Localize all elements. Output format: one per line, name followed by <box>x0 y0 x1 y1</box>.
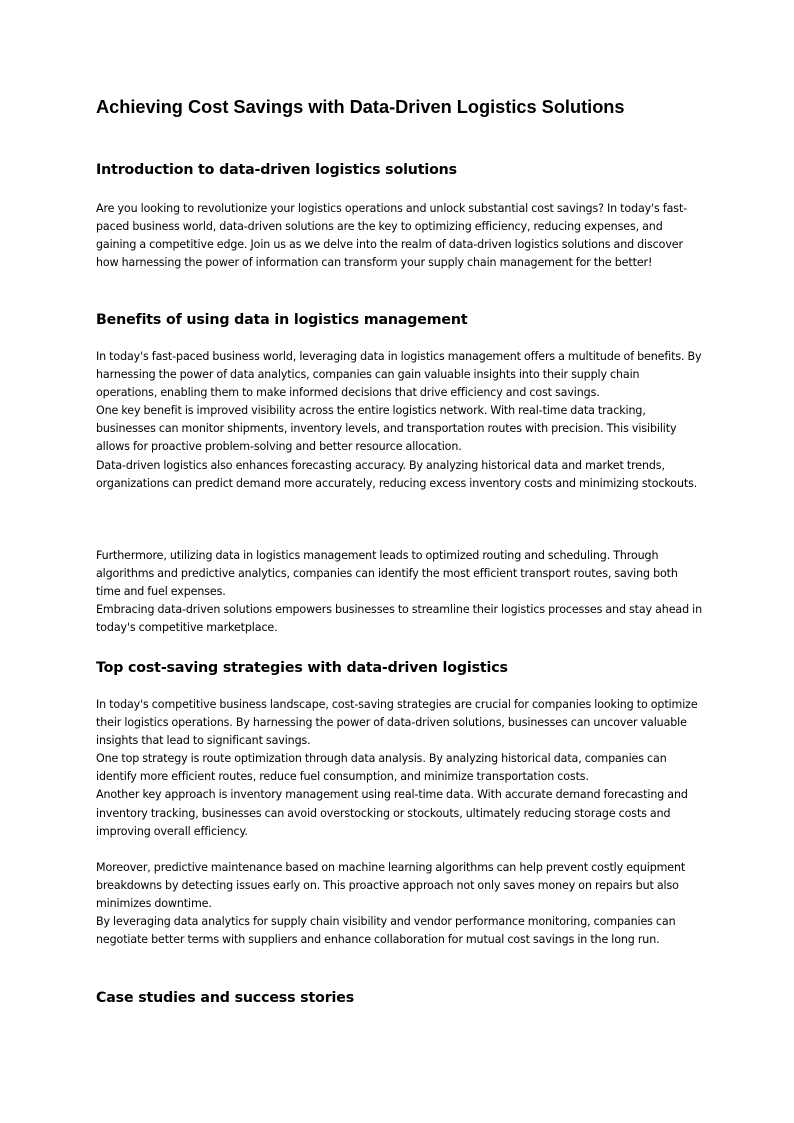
section-heading-strategies: Top cost-saving strategies with data-driven logistics <box>96 660 508 676</box>
strategies-paragraph-block-2 <box>96 859 702 949</box>
document-title: Achieving Cost Savings with Data-Driven Logistics Solutions <box>96 97 625 117</box>
benefits-paragraph: Furthermore, utilizing data in logistics management leads to optimized routing and scheduling. Through algorithms and predictive analytics, companies can identify the most efficient transport routes, saving both time and fuel expenses. <box>96 549 678 599</box>
section-heading-introduction: Introduction to data-driven logistics solutions <box>96 162 457 178</box>
strategies-paragraph: Moreover, predictive maintenance based on machine learning algorithms can help prevent costly equipment breakdowns by detecting issues early on. This proactive approach not only saves money on repairs but also minimizes downtime. <box>96 861 686 911</box>
benefits-paragraph-block-2 <box>96 547 702 637</box>
strategies-paragraph: In today's competitive business landscape, cost-saving strategies are crucial for companies looking to optimize their logistics operations. By harnessing the power of data-driven solutions, businesses can uncover valuable insights that lead to significant savings. <box>96 698 698 748</box>
benefits-paragraph: Embracing data-driven solutions empowers businesses to streamline their logistics processes and stay ahead in today's competitive marketplace. <box>96 603 702 635</box>
strategies-paragraph: Another key approach is inventory management using real-time data. With accurate demand forecasting and inventory tracking, businesses can avoid overstocking or stockouts, ultimately reducing storage costs and improving overall efficiency. <box>96 788 688 838</box>
introduction-paragraph-block <box>96 200 702 272</box>
benefits-paragraph: One key benefit is improved visibility across the entire logistics network. With real-time data tracking, businesses can monitor shipments, inventory levels, and transportation routes with precision. This visibility allows for proactive problem-solving and better resource allocation. <box>96 404 677 454</box>
benefits-paragraph: Data-driven logistics also enhances forecasting accuracy. By analyzing historical data and market trends, organizations can predict demand more accurately, reducing excess inventory costs and minimizing stockouts. <box>96 458 698 490</box>
introduction-paragraph: Are you looking to revolutionize your logistics operations and unlock substantial cost savings? In today's fast-paced business world, data-driven solutions are the key to optimizing efficiency, reducing expenses, and gaining a competitive edge. Join us as we delve into the realm of data-driven logistics solutions and discover how harnessing the power of information can transform your supply chain management for the better! <box>96 202 688 270</box>
benefits-paragraph-block-1 <box>96 348 702 493</box>
section-heading-case-studies: Case studies and success stories <box>96 990 355 1006</box>
benefits-paragraph: In today's fast-paced business world, leveraging data in logistics management offers a multitude of benefits. By harnessing the power of data analytics, companies can gain valuable insights into their supply chain operations, enabling them to make informed decisions that drive efficiency and cost savings. <box>96 350 702 400</box>
strategies-paragraph-block-1 <box>96 696 702 841</box>
strategies-paragraph: One top strategy is route optimization through data analysis. By analyzing historical data, companies can identify more efficient routes, reduce fuel consumption, and minimize transportation costs. <box>96 752 667 784</box>
strategies-paragraph: By leveraging data analytics for supply chain visibility and vendor performance monitoring, companies can negotiate better terms with suppliers and enhance collaboration for mutual cost savings in the long run. <box>96 915 676 947</box>
section-heading-benefits: Benefits of using data in logistics management <box>96 312 468 328</box>
